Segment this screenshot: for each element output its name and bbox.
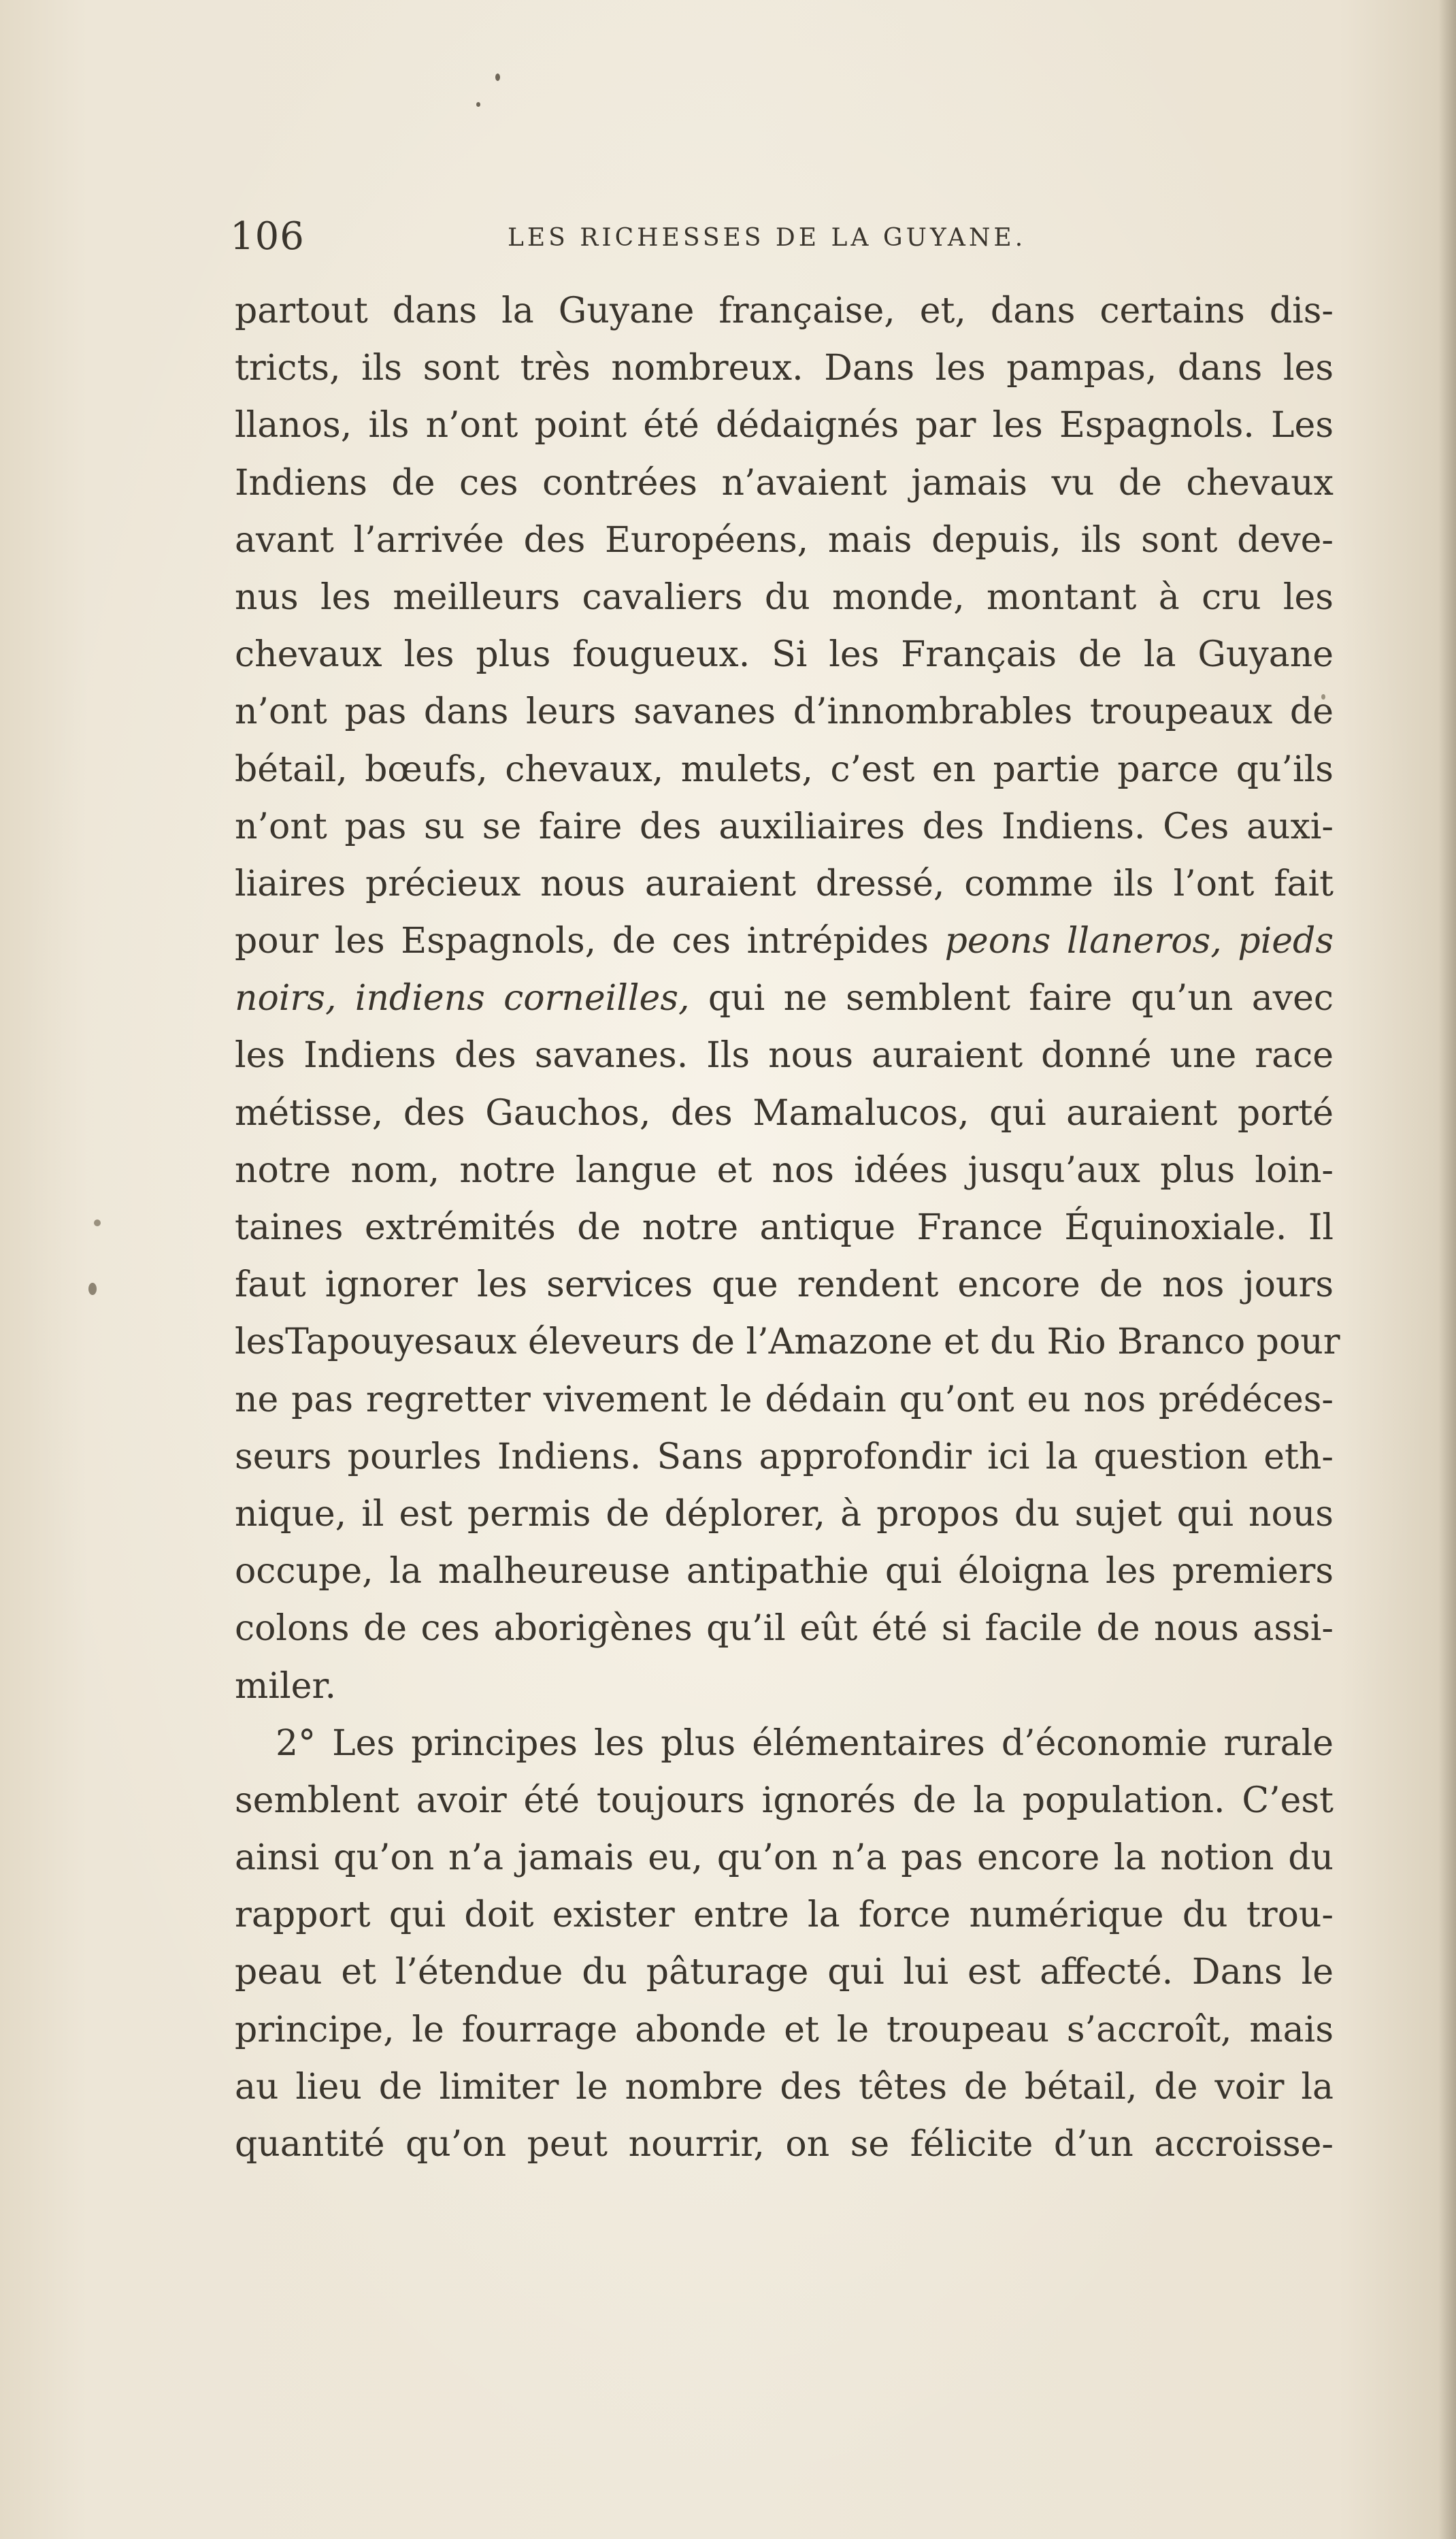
- text-line: semblent avoir été toujours ignorés de la population. C’est: [235, 1780, 1334, 1821]
- text-line: miler.: [235, 1665, 337, 1707]
- text-line: n’ont pas su se faire des auxiliaires des Indiens. Ces auxi-: [235, 806, 1334, 847]
- ink-speck: [495, 73, 500, 81]
- ink-speck: [94, 1219, 101, 1226]
- text-line: taines extrémités de notre antique France Équinoxiale. Il: [235, 1207, 1334, 1248]
- text-line: ne pas regretter vivement le dédain qu’ont eu nos prédéces-: [235, 1379, 1334, 1420]
- text-line: au lieu de limiter le nombre des têtes de bétail, de voir la: [235, 2066, 1334, 2108]
- page-header: [230, 216, 1332, 257]
- text-line: principe, le fourrage abonde et le troupeau s’accroît, mais: [235, 2009, 1334, 2050]
- text-line: nique, il est permis de déplorer, à propos du sujet qui nous: [235, 1493, 1334, 1535]
- body-text: [235, 282, 1340, 2173]
- text-line: tricts, ils sont très nombreux. Dans les pampas, dans les: [235, 348, 1334, 389]
- page-edge-shadow: [1438, 0, 1456, 2539]
- text-line: métisse, des Gauchos, des Mamalucos, qui auraient porté: [235, 1092, 1334, 1134]
- italic-term: noirs, indiens corneilles,: [235, 978, 690, 1019]
- text-line: liaires précieux nous auraient dressé, comme ils l’ont fait: [235, 863, 1334, 904]
- text-line: 2° Les principes les plus élémentaires d’économie rurale: [276, 1722, 1334, 1764]
- text-line: Indiens de ces contrées n’avaient jamais vu de chevaux: [235, 462, 1334, 504]
- text-line: nus les meilleurs cavaliers du monde, montant à cru les: [235, 576, 1334, 618]
- text-line: n’ont pas dans leurs savanes d’innombrables troupeaux de: [235, 691, 1334, 733]
- text-line: les Indiens des savanes. Ils nous auraient donné une race: [235, 1035, 1334, 1077]
- text-line: ainsi qu’on n’a jamais eu, qu’on n’a pas encore la notion du: [235, 1837, 1334, 1879]
- text-line: quantité qu’on peut nourrir, on se félicite d’un accroisse-: [235, 2124, 1334, 2165]
- ink-speck: [88, 1283, 97, 1295]
- text-line: chevaux les plus fougueux. Si les Français de la Guyane: [235, 634, 1334, 676]
- ink-speck: [476, 102, 480, 107]
- text-line: llanos, ils n’ont point été dédaignés par les Espagnols. Les: [235, 405, 1334, 446]
- text-line: rapport qui doit exister entre la force numérique du trou-: [235, 1895, 1334, 1936]
- italic-term: peons llaneros, pieds: [944, 921, 1334, 962]
- text-line: occupe, la malheureuse antipathie qui éloigna les premiers: [235, 1551, 1334, 1592]
- running-title: LES RICHESSES DE LA GUYANE.: [508, 224, 1027, 252]
- text-line: lesTapouyesaux éleveurs de l’Amazone et du Rio Branco pour: [235, 1322, 1340, 1363]
- text-line: peau et l’étendue du pâturage qui lui est affecté. Dans le: [235, 1952, 1334, 1993]
- page-number: 106: [230, 214, 305, 259]
- text-line: colons de ces aborigènes qu’il eût été si facile de nous assi-: [235, 1608, 1334, 1650]
- text-line: faut ignorer les services que rendent encore de nos jours: [235, 1264, 1334, 1306]
- text-line: avant l’arrivée des Européens, mais depuis, ils sont deve-: [235, 519, 1334, 561]
- text-line: bétail, bœufs, chevaux, mulets, c’est en partie parce qu’ils: [235, 749, 1334, 790]
- text-line: seurs pourles Indiens. Sans approfondir ici la question eth-: [235, 1436, 1334, 1477]
- text-line-mixed: [235, 970, 1334, 1027]
- text-segment: qui ne semblent faire qu’un avec: [708, 978, 1334, 1019]
- text-line-mixed: [235, 913, 1334, 970]
- text-line: partout dans la Guyane française, et, dans certains dis-: [235, 291, 1334, 331]
- text-line: notre nom, notre langue et nos idées jusqu’aux plus loin-: [235, 1149, 1334, 1191]
- text-segment: pour les Espagnols, de ces intrépides: [235, 921, 929, 962]
